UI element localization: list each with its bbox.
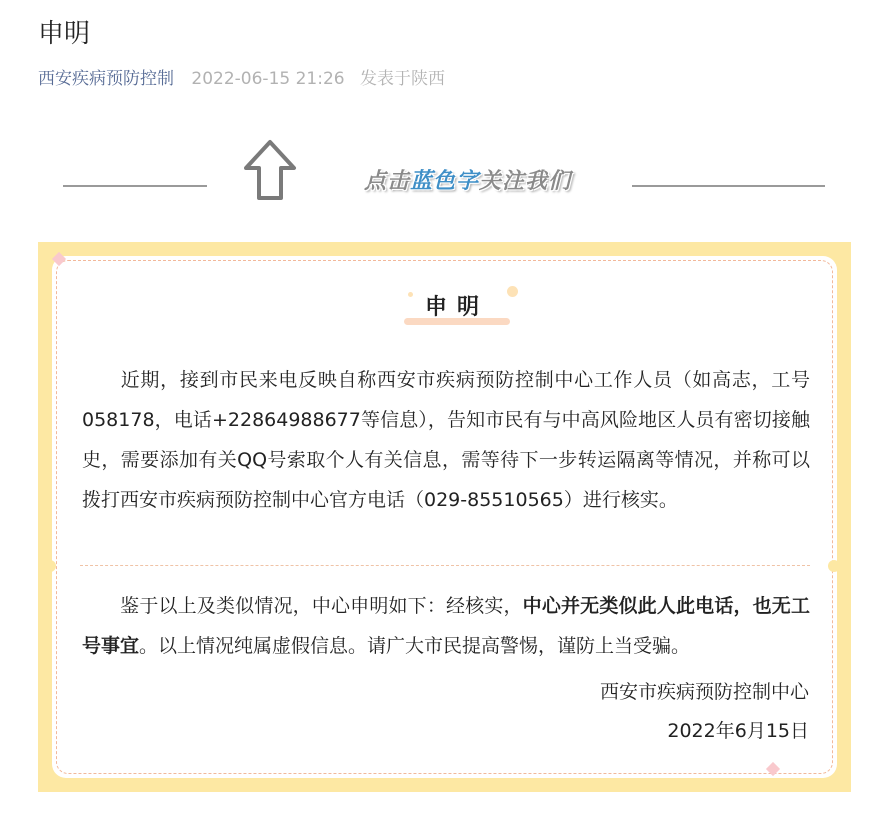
follow-text-prefix: 点击: [364, 169, 411, 194]
signature-organization: 西安市疾病预防控制中心: [599, 681, 809, 703]
article-meta: [38, 66, 445, 92]
notice-frame: [38, 242, 851, 792]
follow-text-suffix: 关注我们: [479, 169, 572, 194]
signature-date: 2022年6月15日: [667, 720, 809, 742]
side-dot-right: [828, 560, 840, 572]
paragraph-1-text: 近期，接到市民来电反映自称西安市疾病预防控制中心工作人员（如高志，工号058178，电话+22864988677等信息），告知市民有与中高风险地区人员有密切接触史，需要添加有关QQ号索取个人有关信息，需等待下一步转运隔离等情况，并称可以拨打西安市疾病预防控制中心官方电话（029-85510565）进行核实。: [82, 369, 810, 511]
notice-card: [52, 256, 837, 778]
follow-banner: [60, 138, 830, 204]
notice-paragraph-2: [82, 586, 810, 666]
notice-heading-text: 申明: [424, 295, 489, 320]
banner-divider-right: [632, 185, 825, 187]
follow-text-blue: 蓝色字: [410, 169, 480, 194]
paragraph-2-bold: 中心并无类似此人此电话，也无工号事宜: [82, 595, 810, 657]
paragraph-2-intro: 鉴于以上及类似情况，中心申明如下：经核实，: [120, 595, 523, 617]
notice-paragraph-1: [82, 360, 810, 520]
banner-divider-left: [63, 185, 207, 187]
article-title: 申明: [38, 19, 91, 49]
paragraph-2-tail: 。以上情况纯属虚假信息。请广大市民提高警惕，谨防上当受骗。: [139, 635, 691, 657]
publish-time: 2022-06-15 21:26: [191, 69, 345, 89]
notice-heading: [402, 284, 512, 334]
section-divider: [80, 565, 810, 566]
author-link[interactable]: 西安疾病预防控制: [38, 69, 174, 89]
up-arrow-icon: [242, 138, 298, 202]
follow-us-link[interactable]: [364, 164, 571, 195]
side-dot-left: [44, 560, 56, 572]
publish-location: 发表于陕西: [360, 69, 446, 89]
